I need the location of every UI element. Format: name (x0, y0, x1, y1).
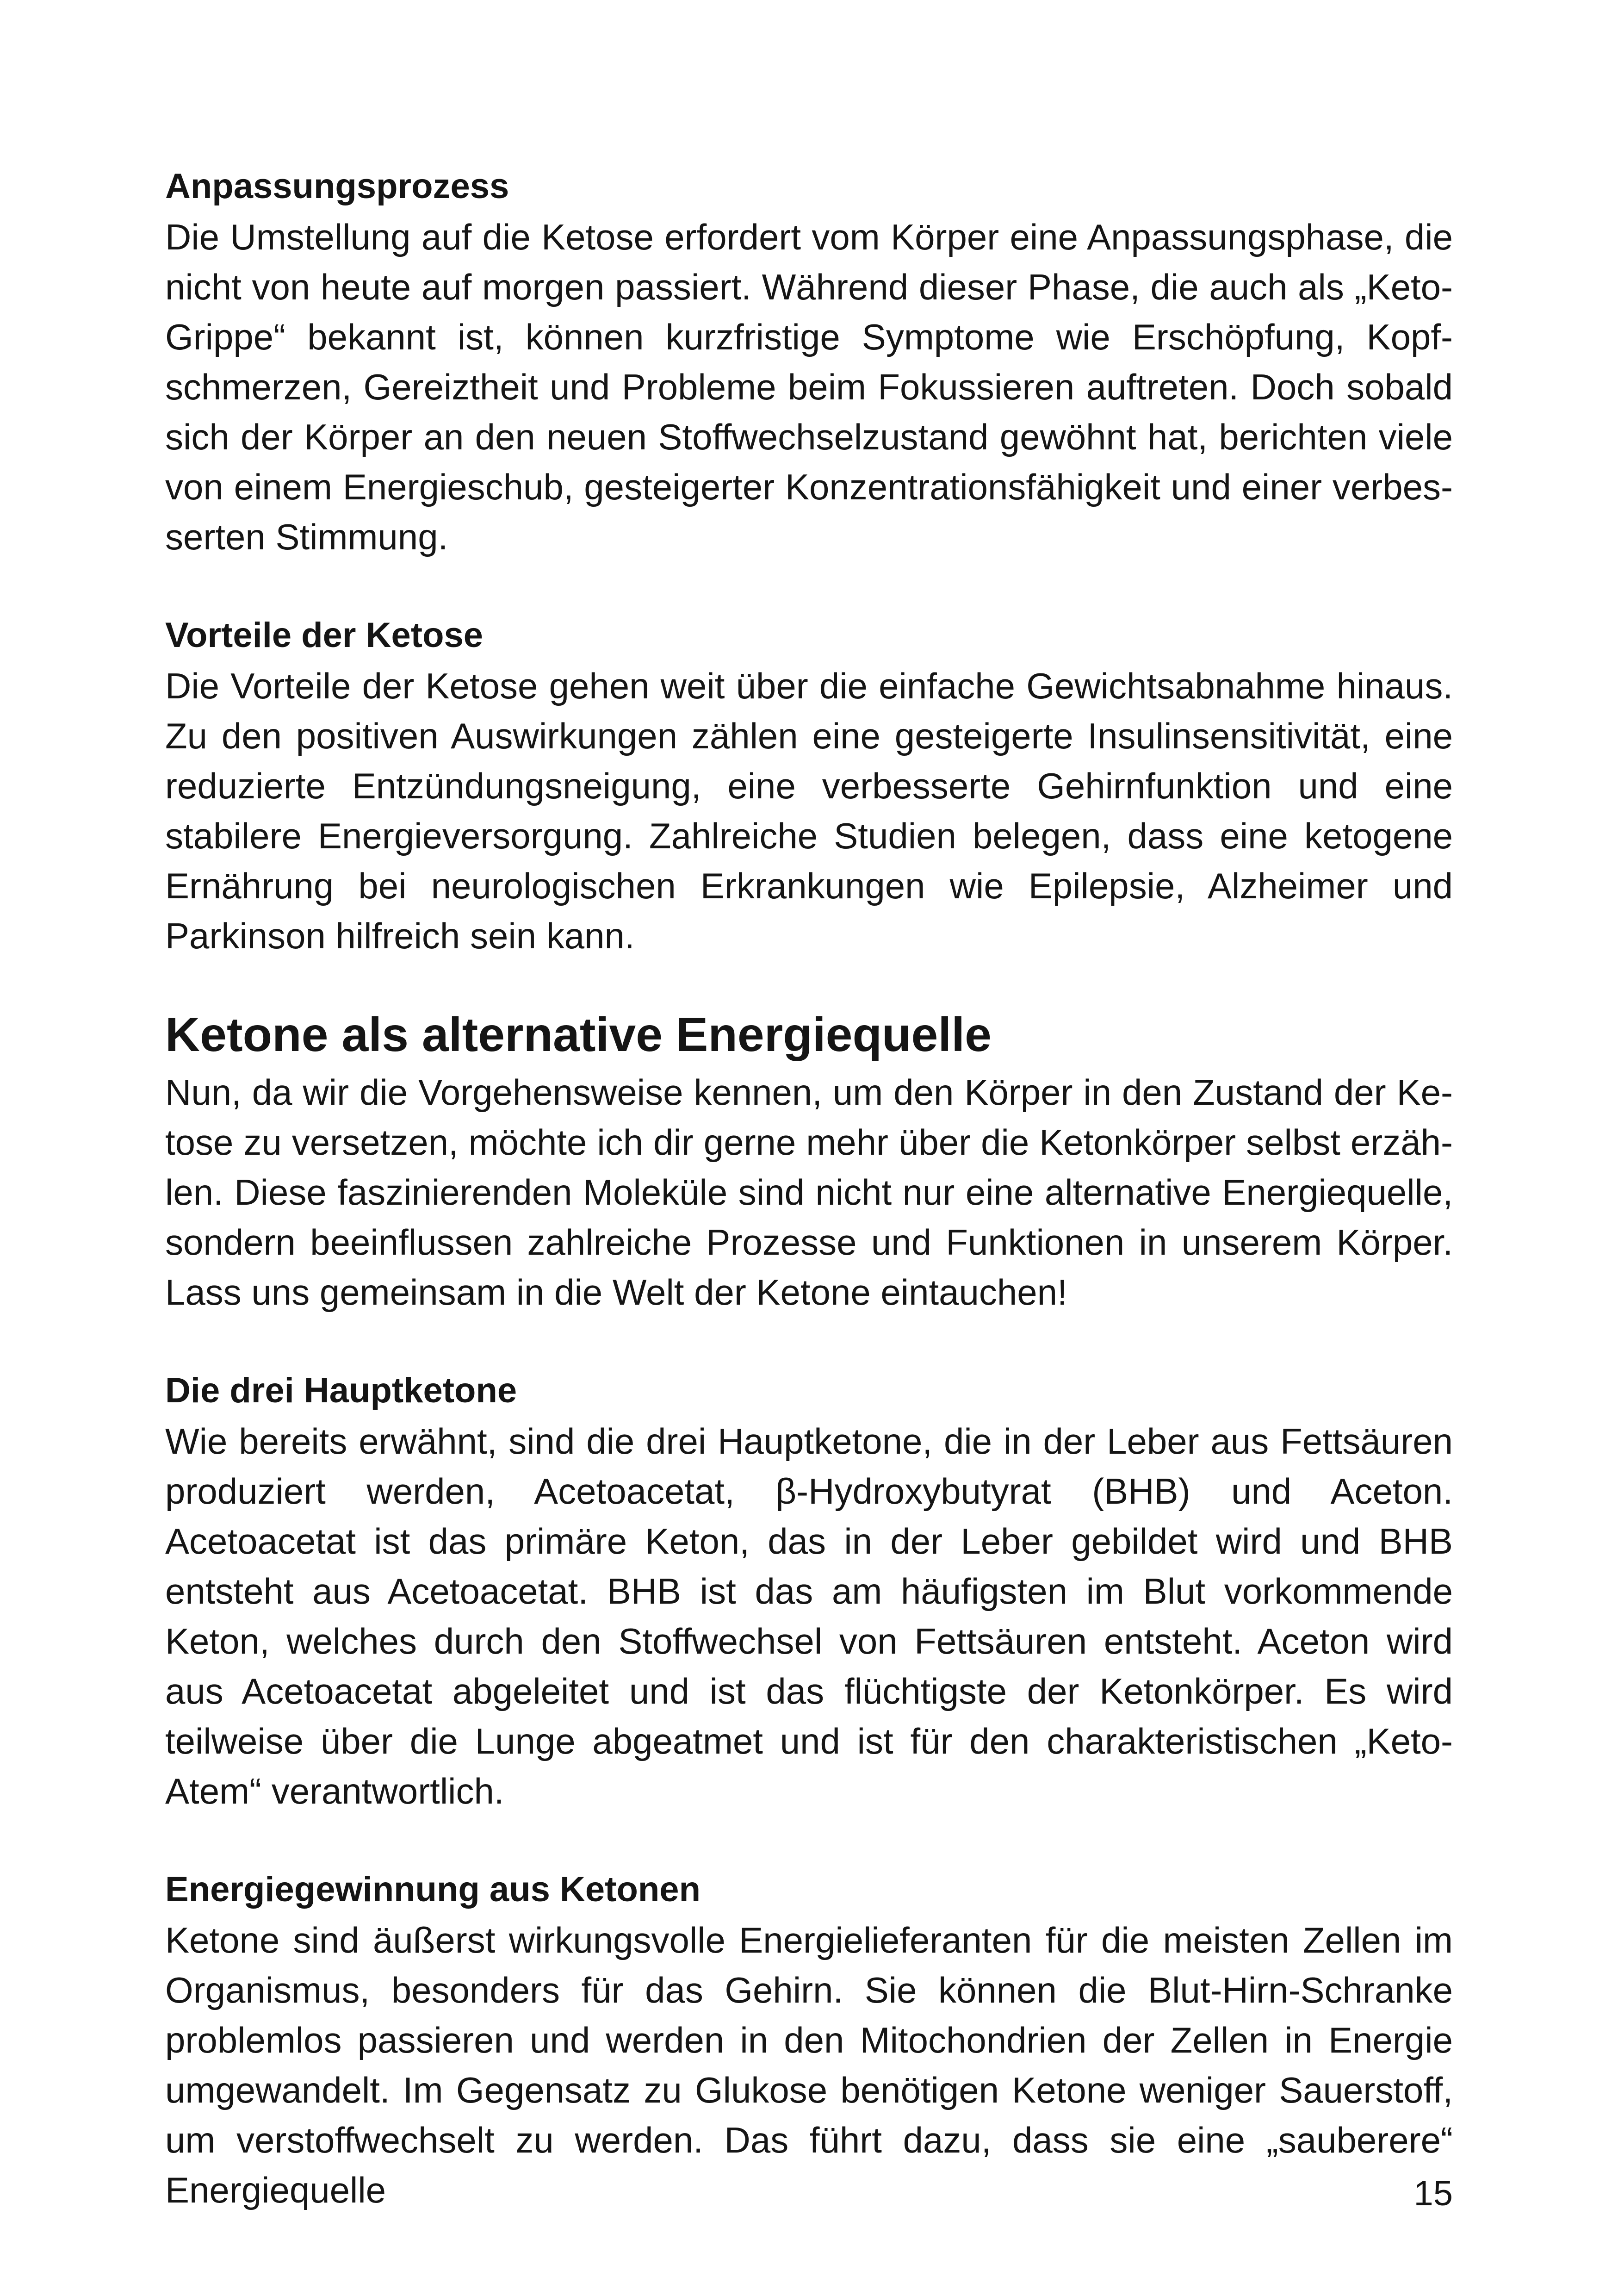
section-text-adaptation: Die Umstellung auf die Ketose erfordert vom Körper eine Anpassungsphase, die nicht von heute auf morgen passiert. Während dieser Phase, die auch als „Keto-Grippe“ bekannt ist, können kurzfristige Symptome wie Erschöpfung, Kopfschmerzen, Gereiztheit und Probleme beim Fokussieren auftreten. Doch sobald sich der Körper an den neuen Stoffwechselzustand gewöhnt hat, berichten viele von einem Energieschub, gesteigerter Konzentrationsfähigkeit und einer verbesserten Stimmung. (165, 217, 1453, 557)
spacer (165, 562, 1453, 610)
spacer (165, 961, 1453, 1002)
chapter-heading: Ketone als alternative Energiequelle (165, 1008, 992, 1062)
spacer (165, 1816, 1453, 1864)
section-text-main-ketones: Wie bereits erwähnt, sind die drei Hauptketone, die in der Leber aus Fettsäuren produziert werden, Acetoacetat, β-Hydroxybutyrat (BHB) und Aceton. Acetoacetat ist das primäre Keton, das in der Leber gebildet wird und BHB entsteht aus Acetoacetat. BHB ist das am häufigsten im Blut vorkommende Keton, welches durch den Stoffwechsel von Fettsäuren entsteht. Aceton wird aus Acetoacetat abgeleitet und ist das flüchtigste der Ketonkörper. Es wird teilweise über die Lunge abgeatmet und ist für den charakteristischen „Keto-Atem“ verantwortlich. (165, 1421, 1453, 1811)
spacer (165, 1317, 1453, 1365)
page-content (165, 161, 1453, 2215)
section-heading-energy-from-ketones: Energiegewinnung aus Ketonen (165, 1870, 701, 1909)
section-heading-benefits: Vorteile der Ketose (165, 616, 484, 655)
section-text-benefits: Die Vorteile der Ketose gehen weit über die einfache Gewichtsabnahme hinaus. Zu den positiven Auswirkungen zählen eine gesteigerte Insulinsensitivität, eine reduzierte Entzündungsneigung, eine verbesserte Gehirnfunktion und eine stabilere Energieversorgung. Zahlreiche Studien belegen, dass eine ketogene Ernährung bei neurologischen Erkrankungen wie Epilepsie, Alzheimer und Parkinson hilfreich sein kann. (165, 666, 1453, 956)
section-text-energy-from-ketones: Ketone sind äußerst wirkungsvolle Energielieferanten für die meisten Zellen im Organismus, besonders für das Gehirn. Sie können die Blut-Hirn-Schranke problemlos passieren und werden in den Mitochondrien der Zellen in Energie umgewandelt. Im Gegensatz zu Glukose benötigen Ketone weniger Sauerstoff, um verstoffwechselt zu werden. Das führt dazu, dass sie eine „sauberere“ Energiequelle (165, 1920, 1453, 2210)
section-heading-adaptation: Anpassungsprozess (165, 167, 509, 206)
chapter-intro: Nun, da wir die Vorgehensweise kennen, um den Körper in den Zustand der Ketose zu versetzen, möchte ich dir gerne mehr über die Ketonkörper selbst erzählen. Diese faszinierenden Moleküle sind nicht nur eine alternative Energiequelle, sondern beeinflussen zahlreiche Prozesse und Funktionen in unserem Körper. Lass uns gemeinsam in die Welt der Ketone eintauchen! (165, 1072, 1453, 1313)
section-heading-main-ketones: Die drei Hauptketone (165, 1371, 517, 1410)
page-number: 15 (1413, 2174, 1453, 2213)
